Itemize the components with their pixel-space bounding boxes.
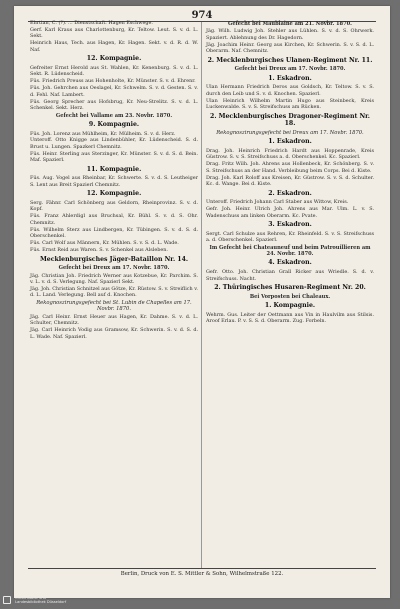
- casualty-entry: Füs. Heinr. Sterling aus Sterzinger, Kr. Münster. S. v. d. S. d. Bein. Maf. Spazierl.: [30, 150, 198, 164]
- casualty-entry: Füs. Aug. Vogel aus Rheinbar, Kr. Schwerte. S. v. d. S. Leutheiger S. Lent aus Breit Spazierl Chemnitz.: [30, 175, 198, 188]
- casualty-entry: Sergt. Carl Schulze aus Rehren, Kr. Rheinfeld. S. v. S. Streifschuss a. d. Oberschenkel. Spazierl.: [206, 230, 374, 244]
- section-heading: 9. Kompagnie.: [88, 120, 140, 128]
- column-divider: [201, 22, 202, 568]
- casualty-entry: Füs. Carl Wolf aus Männern, Kr. Mühlen. S. v. S. d. L. Wade.: [30, 240, 179, 247]
- section-heading: 1. Kompagnie.: [264, 301, 316, 309]
- battle-note: Gefecht bei Vallame am 23. Novbr. 1870.: [55, 112, 173, 119]
- battle-note: Rekognoszirungsgefecht bei St. Lubin de Chapelles am 17. Novbr. 1870.: [36, 299, 192, 313]
- casualty-entry: Gefr. Otto. Joh. Christian Grall Ricker aus Wriedle. S. d. v. Streifschuss. Nacht.: [206, 269, 374, 282]
- casualty-entry: Füs. Friedrich Preuss aus Hohenholte, Kr. Münster. S. v. d. Ehrenr.: [30, 78, 196, 85]
- right-column: [206, 20, 374, 325]
- casualty-entry: Jäg. Joh. Christian Schnitzel aus Götze, Kr. Rüstow. S. v. Streiflich v. d. L. Land. Verlegung. Bell auf d. Knochen.: [30, 285, 198, 299]
- casualty-entry: Drag. Joh. Karl Roloff aus Kreisen, Kr. Güstrow. S. v. S. d. Schulter. Kc. d. Wange. Bei d. Kiste.: [206, 174, 374, 188]
- section-heading: 2. Eskadron.: [268, 189, 312, 197]
- battle-note: Gefecht bei Dreux am 17. Novbr. 1870.: [58, 265, 170, 272]
- casualty-entry: Gerf. Karl Kraus aus Charlottenburg, Kr. Teltow. Leut. S. v. d. L. Sekt.: [30, 26, 198, 40]
- section-heading: 2. Thüringisches Husaren-Regiment Nr. 20.: [214, 283, 366, 291]
- page-number: 974: [191, 10, 213, 21]
- casualty-entry: Jäg. Christian Joh. Friedrich Werner aus Kotzebue, Kr. Parchim. S. v. L. v. d. S. Verlegung. Naf. Spazierl Sekt.: [30, 272, 198, 285]
- casualty-entry: Gefreiter Ernst Herold aus St. Wahlen, Kr. Kenenburg. S. v. d. L. Sekt. R. Lüdenscheid.: [30, 64, 198, 78]
- casualty-entry: Unteroff. Otto Knigge aus Lindenbühler, Kr. Lüdenscheid. S. d. Brust u. Lungen. Spazkerl Chemnitz.: [30, 137, 198, 150]
- casualty-entry: Ulan Heinrich Wilhelm Martin Hugo aus Steinbeck, Kreis Luckenwalde. S. v. S. Streifschuss am Rücken.: [206, 97, 374, 111]
- casualty-entry: Drag. Joh. Heinrich Friedrich Hardt aus Hoppenrade, Kreis Güstrow. S. v. S. Streifschuss a. d. Oberschenkel. Kc. Spazierl.: [206, 148, 374, 161]
- library-stamp: [3, 596, 66, 605]
- casualty-entry: Serg. Fähnr. Carl Schönberg aus Geldorn, Rheinprovinz. S. v. d. Kopf.: [30, 199, 198, 213]
- casualty-entry: Ehrtian, C. (?). ... Dienstschaft. Hagen Eschwege.: [30, 20, 153, 26]
- left-column: [30, 20, 198, 341]
- section-heading: 11. Kompagnie.: [86, 165, 142, 173]
- casualty-entry: Jäg. Carl Heinrich Vodig aus Gramsow, Kr. Schwerin. S. v. d. S. d. L. Wade. Naf. Spazierl.: [30, 327, 198, 340]
- battle-note: Im Gefecht bei Chateauneuf und beim Patrouillieren am 24. Novbr. 1870.: [209, 244, 371, 258]
- battle-note: Gefecht bei Maublaine am 21. Novbr. 1870.: [228, 21, 352, 27]
- section-heading: Mecklenburgisches Jäger-Bataillon Nr. 14.: [39, 255, 189, 263]
- section-heading: 12. Kompagnie.: [86, 55, 142, 63]
- casualty-entry: Heinrich Haus, Tech. aus Hagen, Kr. Hagen. Sekt. v. d. R. d. W. Naf.: [30, 40, 198, 53]
- section-heading: 2. Mecklenburgisches Ulanen-Regiment Nr. 11.: [207, 56, 373, 64]
- section-heading: 3. Eskadron.: [268, 221, 312, 229]
- footer-rule: [28, 568, 376, 569]
- casualty-entry: Jäg. Joachim Heinr. Georg aus Kirchen, Kr. Schwerin. S. v. S. d. L. Oberarm. Naf. Chemnitz.: [206, 41, 374, 55]
- casualty-entry: Wehrm. Gus. Leiter der Oettmann aus Vin in Haulvilm aus Stilsis. Aroof Erlau. P. v. S. S. d. Oberarm. Zug. Forbeln.: [206, 311, 374, 325]
- casualty-entry: Ulan Hermann Friedrich Deros aus Goldsch, Kr. Teltow. S. v. S. durch den Leib und S. v. d. Knochen. Spazierl.: [206, 84, 374, 97]
- battle-note: Bei Vorposten bei Chaleaux.: [249, 293, 331, 300]
- casualty-entry: Füs. Franz Ahlerdigl aus Bruchsal, Kr. Bühl. S. v. d. S. Ohr. Chemnitz.: [30, 213, 198, 226]
- casualty-entry: Füs. Joh. Gehrchen aus Oeslagel, Kr. Schwelm. S. v. d. Gesten. S. v. d. Fehl. Naf. Lambert.: [30, 85, 198, 98]
- casualty-entry: Füs. Georg Sprecher aus Hofsbrug, Kr. Neu-Strelitz. S. v. d. L. Schenkel. Sekt. Herz.: [30, 98, 198, 112]
- section-heading: 1. Eskadron.: [268, 74, 312, 82]
- printer-footer: Berlin, Druck von E. S. Mittler & Sohn, Wilhelmstraße 122.: [120, 571, 284, 577]
- library-stamp-line2: Landesbibliothek Düsseldorf: [15, 600, 67, 605]
- casualty-entry: Jäg. Wilh. Ludwig Joh. Stehler aus Lühlen. S. v. d. S. Ohrwerk. Spaziert. Ablehnung des Dr. Hagedorn.: [206, 28, 374, 41]
- battle-note: Rekognoszirungsgefecht bei Dreux am 17. Novbr. 1870.: [216, 129, 364, 136]
- library-logo-icon: [3, 596, 11, 604]
- casualty-entry: Gefr. Joh. Heinr. Ulrich Joh. Ahrens aus Mar. Ulm. L. v. S. Wadenschuss am linken Oberarm. Kc. Pvate.: [206, 206, 374, 219]
- document-page: [14, 6, 390, 598]
- casualty-entry: Drag. Fritz Wilh. Joh. Ahrens aus Hollenbeck, Kr. Schönberg. S. v. S. Streifschuss an der Hand. Verbleibung beim Corps. Bei d. Kiste.: [206, 161, 374, 174]
- casualty-entry: Füs. Wilhelm Sterz aus Lindbergen, Kr. Tübingen. S. v. d. S. d. Oberschenkel.: [30, 226, 198, 240]
- casualty-entry: Unteroff. Friedrich Johann Carl Staber aus Wittow, Kreis.: [206, 199, 349, 206]
- section-heading: 2. Mecklenburgisches Dragoner-Regiment Nr. 18.: [210, 112, 370, 128]
- casualty-entry: Füs. Joh. Lorenz aus Mühlheim, Kr. Mülheim. S. v. d. Herz.: [30, 130, 176, 137]
- casualty-entry: Jäg. Carl Heinr. Ernst Heuer aus Hagen, Kr. Dahme. S. v. d. L. Schulter, Chemnitz.: [30, 314, 198, 327]
- section-heading: 1. Eskadron.: [268, 138, 312, 146]
- battle-note: Gefecht bei Dreux am 17. Novbr. 1870.: [234, 66, 346, 73]
- library-stamp-line1: Universitäts- und: [15, 596, 46, 600]
- section-heading: 4. Eskadron.: [268, 259, 312, 267]
- section-heading: 12. Kompagnie.: [86, 190, 142, 198]
- casualty-entry: Füs. Ernst Reid aus Waren. S. v. Schenkel aus Alsleben.: [30, 247, 168, 254]
